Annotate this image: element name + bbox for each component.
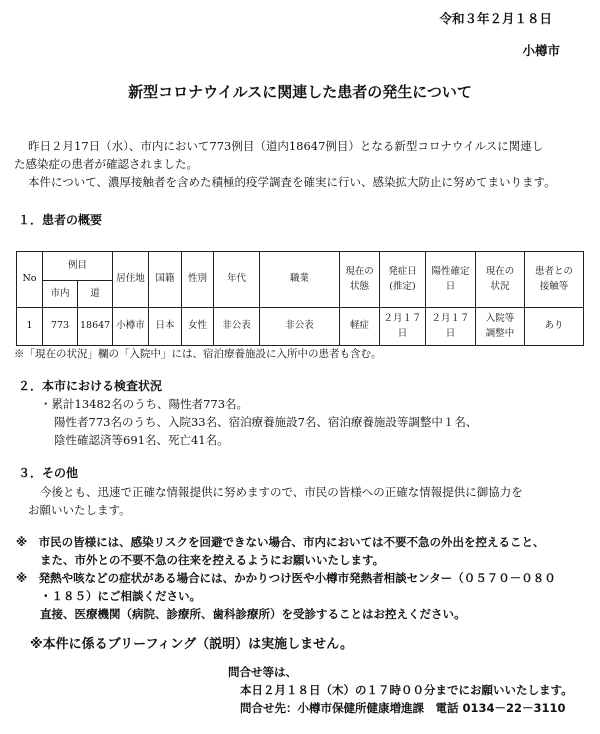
cell-occupation: 非公表 <box>260 308 340 346</box>
header-no: No <box>17 252 43 308</box>
document-title: 新型コロナウイルスに関連した患者の発生について <box>128 83 472 101</box>
briefing-notice: ※本件に係るブリーフィング（説明）は実施しません。 <box>30 637 353 652</box>
cell-positive-date: ２月１７日 <box>426 308 476 346</box>
patient-table <box>16 251 584 346</box>
header-city: 市内 <box>43 281 78 308</box>
cell-nationality: 日本 <box>149 308 182 346</box>
section-1-heading: １．患者の概要 <box>18 213 103 227</box>
request-2-line-1: ※ 発熱や咳などの症状がある場合には、かかりつけ医や小樽市発熱者相談センター（０５７０－０８０ <box>16 571 556 585</box>
stats-line-3: 陰性確認済等691名、死亡41名。 <box>54 433 229 447</box>
stats-line-1: ・累計13482名のうち、陽性者773名。 <box>40 397 249 411</box>
request-1-line-1: ※ 市民の皆様には、感染リスクを回避できない場合、市内においては不要不急の外出を控えること、 <box>16 535 545 549</box>
header-contact: 患者との 接触等 <box>525 252 584 308</box>
intro-line-3: 本件について、濃厚接触者を含めた積極的疫学調査を確実に行い、感染拡大防止に努めてまいります。 <box>28 175 556 189</box>
section-2-heading: ２．本市における検査状況 <box>18 379 163 393</box>
other-line-1: 今後とも、迅速で正確な情報提供に努めますので、市民の皆様への正確な情報提供に御協力を <box>40 485 523 499</box>
intro-line-1: 昨日２月17日（水）、市内において773例目（道内18647例目）となる新型コロナウイルスに関連し <box>28 139 544 153</box>
cell-no: 1 <box>17 308 43 346</box>
header-onset: 発症日 (推定) <box>380 252 426 308</box>
intro-line-2: た感染症の患者が確認されました。 <box>14 157 198 171</box>
header-positive-date: 陽性確定日 <box>426 252 476 308</box>
header-residence: 居住地 <box>113 252 149 308</box>
section-3-heading: ３．その他 <box>18 466 79 480</box>
request-1-line-2: また、市外との不要不急の往来を控えるようにお願いいたします。 <box>40 553 385 567</box>
header-condition: 現在の 状態 <box>340 252 380 308</box>
cell-city: 773 <box>43 308 78 346</box>
header-sex: 性別 <box>182 252 214 308</box>
cell-condition: 軽症 <box>340 308 380 346</box>
cell-status: 入院等 調整中 <box>476 308 525 346</box>
document-date: 令和３年２月１８日 <box>439 11 552 26</box>
table-note: ※「現在の状況」欄の「入院中」には、宿泊療養施設に入所中の患者も含む。 <box>14 348 382 360</box>
cell-onset: ２月１７日 <box>380 308 426 346</box>
request-2-line-3: 直接、医療機関（病院、診療所、歯科診療所）を受診することはお控えください。 <box>40 607 466 621</box>
cell-hokkaido: 18647 <box>78 308 113 346</box>
cell-residence: 小樽市 <box>113 308 149 346</box>
header-age: 年代 <box>214 252 260 308</box>
header-hokkaido: 道 <box>78 281 113 308</box>
other-line-2: お願いいたします。 <box>28 503 131 517</box>
issuing-organization: 小樽市 <box>522 43 560 58</box>
request-2-line-2: ・１８５）にご相談ください。 <box>40 589 201 603</box>
contact-line-1: 問合せ等は、 <box>228 665 297 679</box>
table-row <box>17 308 584 346</box>
cell-sex: 女性 <box>182 308 214 346</box>
header-occupation: 職業 <box>260 252 340 308</box>
contact-line-3: 問合せ先：小樽市保健所健康増進課 電話 0134－22－3110 <box>240 701 566 715</box>
header-nationality: 国籍 <box>149 252 182 308</box>
cell-age: 非公表 <box>214 308 260 346</box>
cell-contact: あり <box>525 308 584 346</box>
header-case-no: 例目 <box>43 252 113 281</box>
contact-line-2: 本日２月１８日（木）の１７時００分までにお願いいたします。 <box>240 683 573 697</box>
header-status: 現在の 状況 <box>476 252 525 308</box>
stats-line-2: 陽性者773名のうち、入院33名、宿泊療養施設7名、宿泊療養施設等調整中１名、 <box>54 415 478 429</box>
